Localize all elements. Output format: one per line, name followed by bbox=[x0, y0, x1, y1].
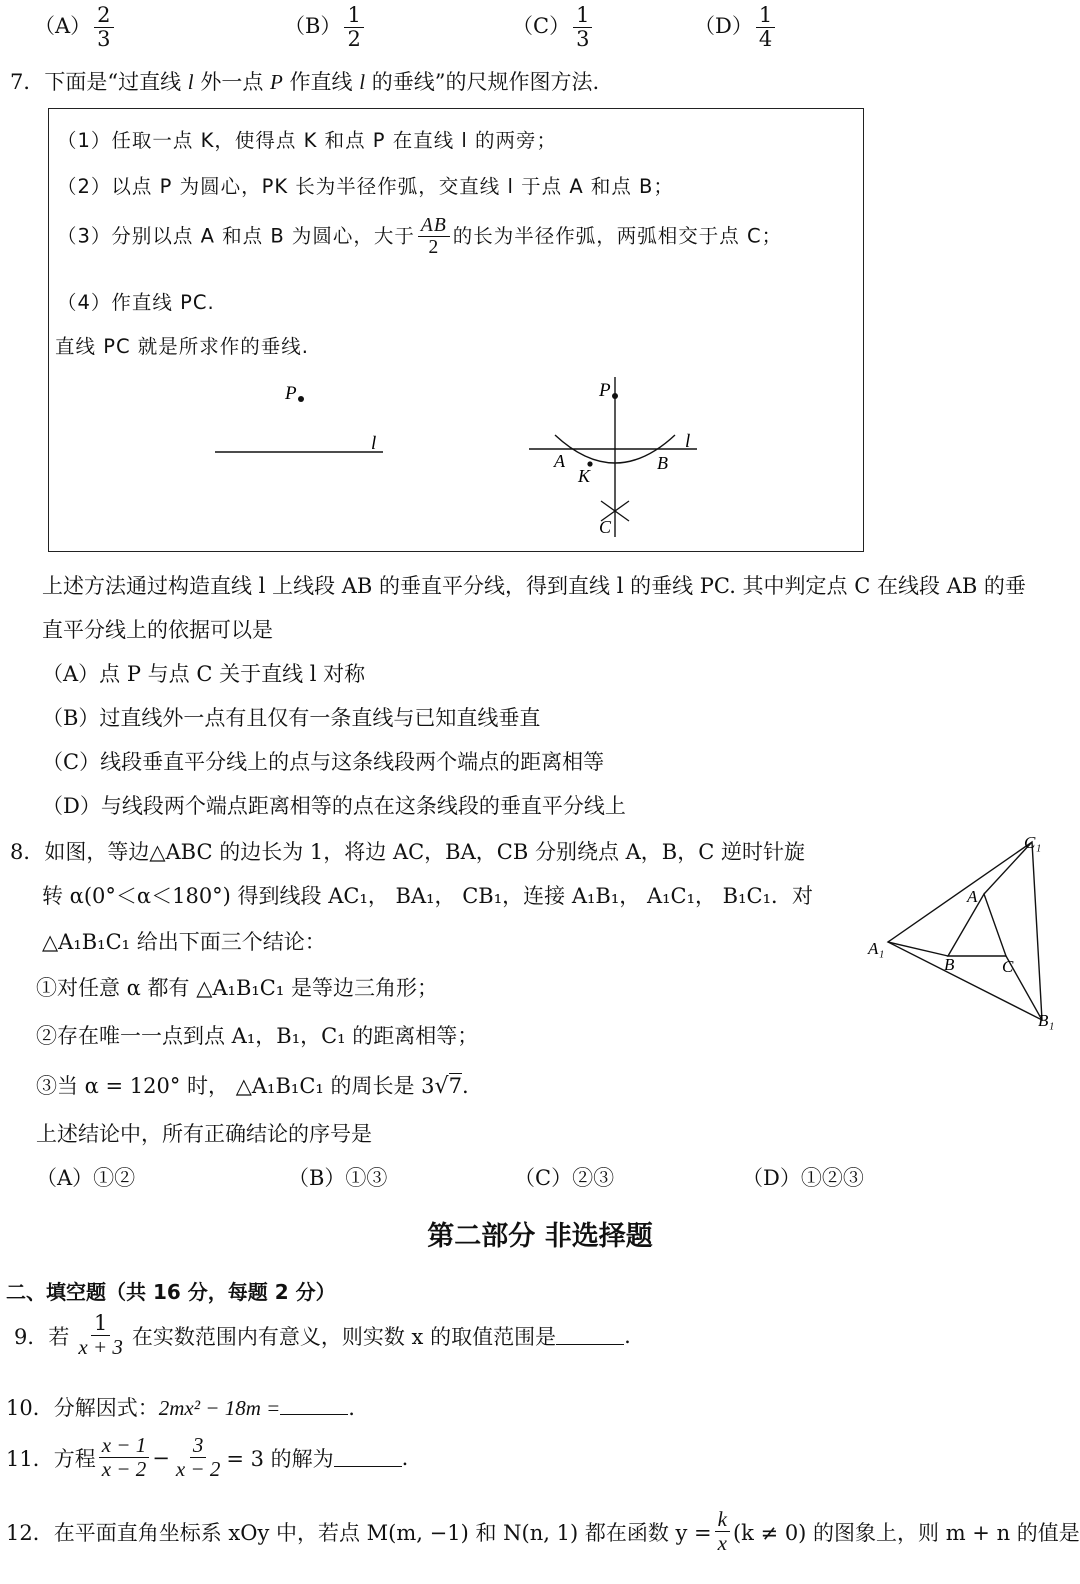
q8-line-1: 8．如图，等边△ABC 的边长为 1，将边 AC，BA，CB 分别绕点 A，B，C 逆时针旋 bbox=[10, 840, 805, 864]
fig-label-b1: B₁ bbox=[1038, 1011, 1055, 1030]
fig-label-c1: C₁ bbox=[1024, 833, 1042, 852]
q8-option-c: （C）②③ bbox=[514, 1166, 615, 1190]
q8-line-3: △A₁B₁C₁ 给出下面三个结论： bbox=[42, 930, 326, 954]
q9-blank bbox=[556, 1326, 624, 1345]
q7-option-d: （D）与线段两个端点距离相等的点在这条线段的垂直平分线上 bbox=[42, 794, 626, 818]
q6-option-b: （B） $\frac{1}{2}$ bbox=[284, 4, 367, 51]
construction-figure bbox=[49, 109, 863, 551]
section-title: 第二部分 非选择题 bbox=[427, 1221, 653, 1252]
fig-label-p2: P bbox=[599, 380, 611, 401]
q11-blank bbox=[334, 1448, 402, 1467]
segment-ba1 bbox=[888, 942, 948, 956]
step-4: （4）作直线 PC. bbox=[57, 291, 215, 314]
conclusion: 直线 PC 就是所求作的垂线. bbox=[55, 335, 309, 358]
q8-option-b: （B）①③ bbox=[288, 1166, 388, 1190]
triangle-a1b1c1 bbox=[888, 842, 1042, 1020]
q6-option-d: （D） $\frac{1}{4}$ bbox=[694, 4, 778, 51]
part2-heading: 二、填空题（共 16 分，每题 2 分） bbox=[6, 1280, 336, 1304]
q10-blank bbox=[280, 1396, 348, 1415]
step-2: （2）以点 P 为圆心，PK 长为半径作弧，交直线 l 于点 A 和点 B； bbox=[57, 175, 674, 198]
rotation-figure bbox=[860, 830, 1070, 1040]
fig-label-a1: A₁ bbox=[868, 939, 885, 958]
q7-stem: 7．下面是“过直线 l 外一点 P 作直线 l 的垂线”的尺规作图方法. bbox=[10, 70, 600, 94]
q12: 12． 在平面直角坐标系 xOy 中，若点 M(m, −1) 和 N(n, 1) 都在函数 y = $\frac{k}{x}$ (k ≠ 0) 的图象上，则 m + n 的值是 bbox=[6, 1507, 1080, 1556]
fig-label-l1: l bbox=[371, 433, 377, 454]
q7-option-b: （B）过直线外一点有且仅有一条直线与已知直线垂直 bbox=[42, 706, 541, 730]
q8-option-d: （D）①②③ bbox=[742, 1166, 864, 1190]
q7-text-2: 直平分线上的依据可以是 bbox=[42, 618, 273, 642]
q9: 9． 若 $\frac{1}{x + 3}$ 在实数范围内有意义，则实数 x 的取值范围是 . bbox=[14, 1311, 631, 1360]
q8-option-a: （A）①② bbox=[36, 1166, 136, 1190]
fig-label-c: C bbox=[1002, 957, 1014, 976]
step-3: （3）分别以点 A 和点 B 为圆心，大于 $\frac{AB}{2}$ 的长为半径作弧，两弧相交于点 C； bbox=[57, 215, 783, 259]
q7-text-1: 上述方法通过构造直线 l 上线段 AB 的垂直平分线，得到直线 l 的垂线 PC. 其中判定点 C 在线段 AB 的垂 bbox=[42, 574, 1026, 598]
q6-option-c: （C） $\frac{1}{3}$ bbox=[512, 4, 595, 51]
q8-line-2: 转 α(0°＜α＜180°) 得到线段 AC₁， BA₁， CB₁，连接 A₁B₁， A₁C₁， B₁C₁．对 bbox=[42, 884, 814, 908]
q8-ask: 上述结论中，所有正确结论的序号是 bbox=[36, 1122, 372, 1146]
q8-conclusion-2: ②存在唯一一点到点 A₁，B₁，C₁ 的距离相等； bbox=[36, 1024, 479, 1048]
q11: 11． 方程 $\frac{x - 1}{x - 2}$ − $\frac{3}{x - 2}$ = 3 的解为 . bbox=[6, 1433, 409, 1482]
fig-label-a: A bbox=[967, 887, 978, 906]
construction-box bbox=[48, 108, 864, 552]
q6-option-a: （A） $\frac{2}{3}$ bbox=[34, 4, 117, 51]
fig-label-b: B bbox=[944, 955, 955, 974]
point-p2 bbox=[612, 393, 618, 399]
fig-label-l2: l bbox=[685, 431, 691, 452]
q7-option-c: （C）线段垂直平分线上的点与这条线段两个端点的距离相等 bbox=[42, 750, 605, 774]
point-p1 bbox=[298, 396, 304, 402]
q7-option-a: （A）点 P 与点 C 关于直线 l 对称 bbox=[42, 662, 366, 686]
q8-conclusion-1: ①对任意 α 都有 △A₁B₁C₁ 是等边三角形； bbox=[36, 976, 438, 1000]
fig-label-b: B bbox=[657, 453, 668, 473]
fig-label-p1: P bbox=[285, 383, 297, 404]
q8-conclusion-3: ③当 α = 120° 时， △A₁B₁C₁ 的周长是 3√7. bbox=[36, 1074, 469, 1099]
fig-label-c: C bbox=[599, 517, 612, 537]
step-1: （1）任取一点 K，使得点 K 和点 P 在直线 l 的两旁； bbox=[57, 129, 558, 152]
fig-label-a: A bbox=[554, 451, 565, 471]
fig-label-k: K bbox=[578, 466, 591, 486]
q10: 10．分解因式：2mx² − 18m = . bbox=[6, 1396, 355, 1420]
